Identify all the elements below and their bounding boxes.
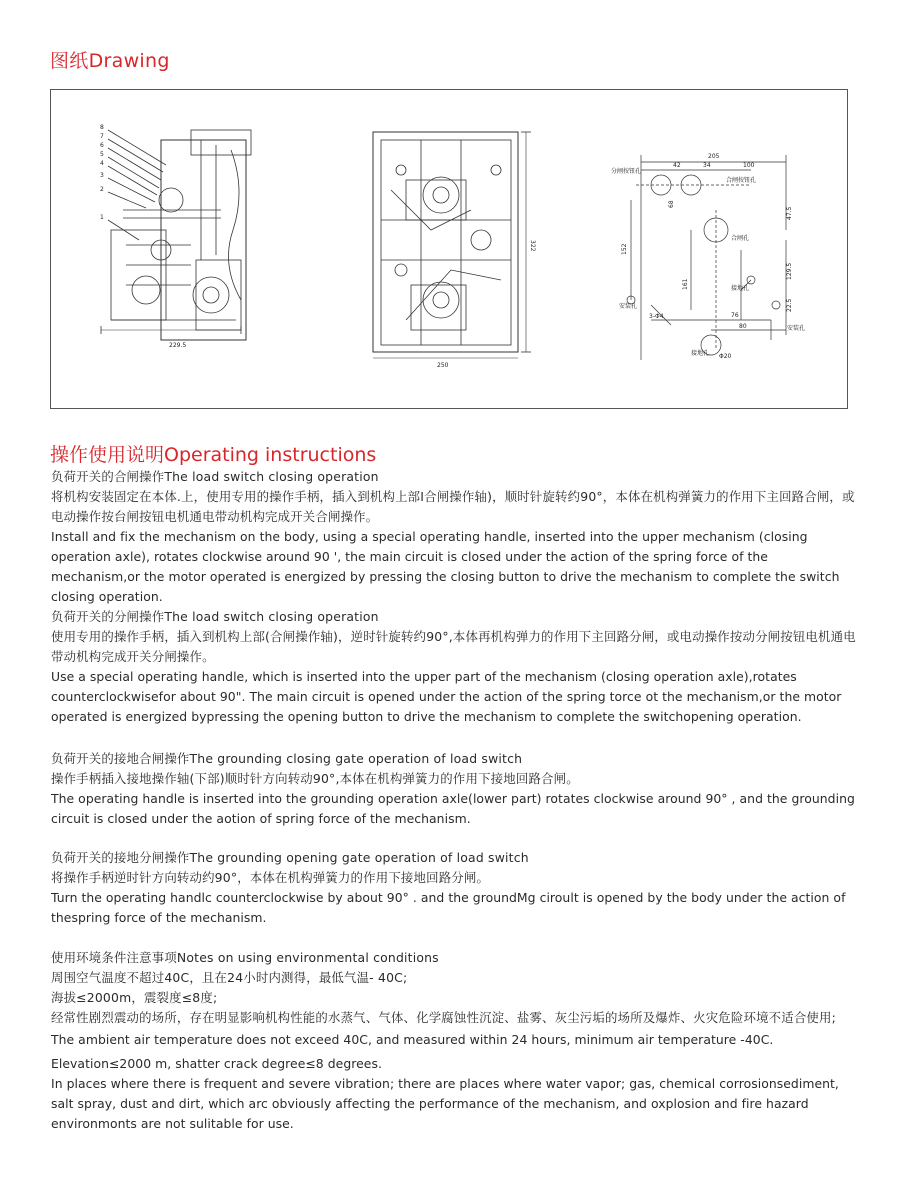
operating-instructions-title: 操作使用说明Operating instructions	[50, 444, 377, 466]
section-en-text: Install and fix the mechanism on the body, using a special operating handle, inserted into the upper mechanism (closing operation axle), rotates clockwise around 90 ', the main circuit is closed under the action of the spring force of the mechanism,or the motor operated is energized by pressing the closing button to drive the mechanism to complete the switch closing operation.	[51, 529, 840, 604]
env-en-unsuitable: In places where there is frequent and severe vibration; there are places where water vapor; gas, chemical corrosionsediment, salt spray, dust and dirt, which arc obviously affecting the performance of the mechanism, and oxplosion and fire hazard environmonts are not sulitable for use.	[51, 1076, 839, 1131]
front-view-drawing	[373, 132, 531, 358]
svg-text:Φ20: Φ20	[719, 353, 732, 360]
svg-text:42: 42	[673, 162, 681, 169]
svg-text:6: 6	[100, 142, 104, 149]
section-closing	[51, 467, 857, 607]
env-zh-altitude: 海拔≤2000m，震裂度≤8度;	[51, 990, 218, 1005]
svg-text:80: 80	[739, 323, 747, 330]
svg-text:4: 4	[100, 160, 104, 167]
drawing-title: 图纸Drawing	[50, 50, 170, 72]
svg-text:安装孔: 安装孔	[619, 303, 638, 310]
svg-text:47.5: 47.5	[786, 206, 793, 220]
section-en-text: Turn the operating handlc counterclockwise by about 90° . and the groundMg ciroult is opened by the body under the action of thespring force of the mechanism.	[51, 890, 846, 925]
svg-text:161: 161	[682, 278, 689, 290]
svg-text:100: 100	[743, 162, 755, 169]
svg-text:7: 7	[100, 133, 104, 140]
env-en-temperature: The ambient air temperature does not exceed 40C, and measured within 24 hours, minimum air temperature -40C.	[51, 1032, 774, 1047]
svg-text:合闸按钮孔: 合闸按钮孔	[726, 177, 757, 184]
section-zh-text: 将机构安装固定在本体.上，使用专用的操作手柄，插入到机构上部I合闸操作轴)，顺时针旋转约90°，本体在机构弹簧力的作用下主回路合闸，或电动操作按台闸按钮电机通电带动机构完成开关合闸操作。	[51, 489, 855, 524]
section-opening	[51, 607, 857, 727]
svg-text:76: 76	[731, 312, 739, 319]
mid-width-dim: 250	[437, 362, 449, 369]
left-width-dim: 229.5	[169, 342, 187, 349]
section-grounding-closing	[51, 749, 857, 829]
section-heading: 负荷开关的合闸操作The load switch closing operation	[51, 469, 379, 484]
svg-text:3-Φ4: 3-Φ4	[649, 313, 664, 320]
svg-text:1: 1	[100, 214, 104, 221]
section-heading: 负荷开关的分闸操作The load switch closing operation	[51, 609, 379, 624]
svg-text:分闸按钮孔: 分闸按钮孔	[611, 168, 642, 175]
section-en-text: The operating handle is inserted into the grounding operation axle(lower part) rotates clockwise around 90° , and the grounding circuit is closed under the aotion of spring force of the mechanism.	[51, 791, 855, 826]
dimension-labels	[611, 153, 805, 360]
env-zh-unsuitable: 经常性剧烈震动的场所，存在明显影响机构性能的水蒸气、气体、化学腐蚀性沉淀、盐雾、灰尘污垢的场所及爆炸、火灾危险环境不适合使用;	[51, 1010, 836, 1025]
section-zh-text: 使用专用的操作手柄，插入到机构上部(合闸操作轴)，逆时针旋转约90°,本体再机构弹力的作用下主回路分闸，或电动操作按动分闸按钮电机通电带动机构完成开关分闸操作。	[51, 629, 856, 664]
section-heading: 负荷开关的接地合闸操作The grounding closing gate operation of load switch	[51, 751, 523, 766]
section-heading: 负荷开关的接地分闸操作The grounding opening gate operation of load switch	[51, 850, 529, 865]
svg-text:3: 3	[100, 172, 104, 179]
svg-text:安装孔: 安装孔	[787, 325, 806, 332]
section-heading: 使用环境条件注意事项Notes on using environmental conditions	[51, 950, 439, 965]
svg-text:34: 34	[703, 162, 711, 169]
svg-text:合闸孔: 合闸孔	[731, 235, 750, 242]
svg-text:接地孔: 接地孔	[691, 350, 710, 357]
side-view-drawing	[101, 130, 251, 340]
dimension-drawing	[627, 155, 786, 360]
section-zh-text: 将操作手柄逆时针方向转动约90°，本体在机构弹簧力的作用下接地回路分闸。	[51, 870, 490, 885]
section-en-text: Use a special operating handle, which is inserted into the upper part of the mechanism (closing operation axle),rotates counterclockwisefor about 90". The main circuit is opened under the action of the spring torce ot the mechanism,or the motor operated is energized bypressing the opening button to drive the mechanism to complete the switchopening operation.	[51, 669, 842, 724]
technical-drawing	[51, 90, 849, 410]
section-grounding-opening	[51, 848, 857, 928]
svg-text:68: 68	[668, 200, 675, 208]
section-zh-text: 操作手柄插入接地操作轴(下部)顺时针方向转动90°,本体在机构弹簧力的作用下接地回路合闸。	[51, 771, 579, 786]
section-environment	[51, 948, 857, 1134]
svg-text:8: 8	[100, 124, 104, 131]
env-en-altitude: Elevation≤2000 m, shatter crack degree≤8 degrees.	[51, 1056, 382, 1071]
svg-text:5: 5	[100, 151, 104, 158]
svg-text:129.5: 129.5	[786, 262, 793, 280]
svg-text:22.5: 22.5	[786, 298, 793, 312]
mid-height-dim: 322	[529, 240, 536, 252]
drawing-frame	[50, 89, 848, 409]
svg-text:2: 2	[100, 186, 104, 193]
env-zh-temperature: 周围空气温度不超过40C，且在24小时内测得，最低气温- 40C;	[51, 970, 408, 985]
svg-text:接地孔: 接地孔	[731, 285, 750, 292]
svg-text:205: 205	[708, 153, 720, 160]
leader-labels	[100, 124, 186, 349]
svg-text:152: 152	[621, 243, 628, 255]
